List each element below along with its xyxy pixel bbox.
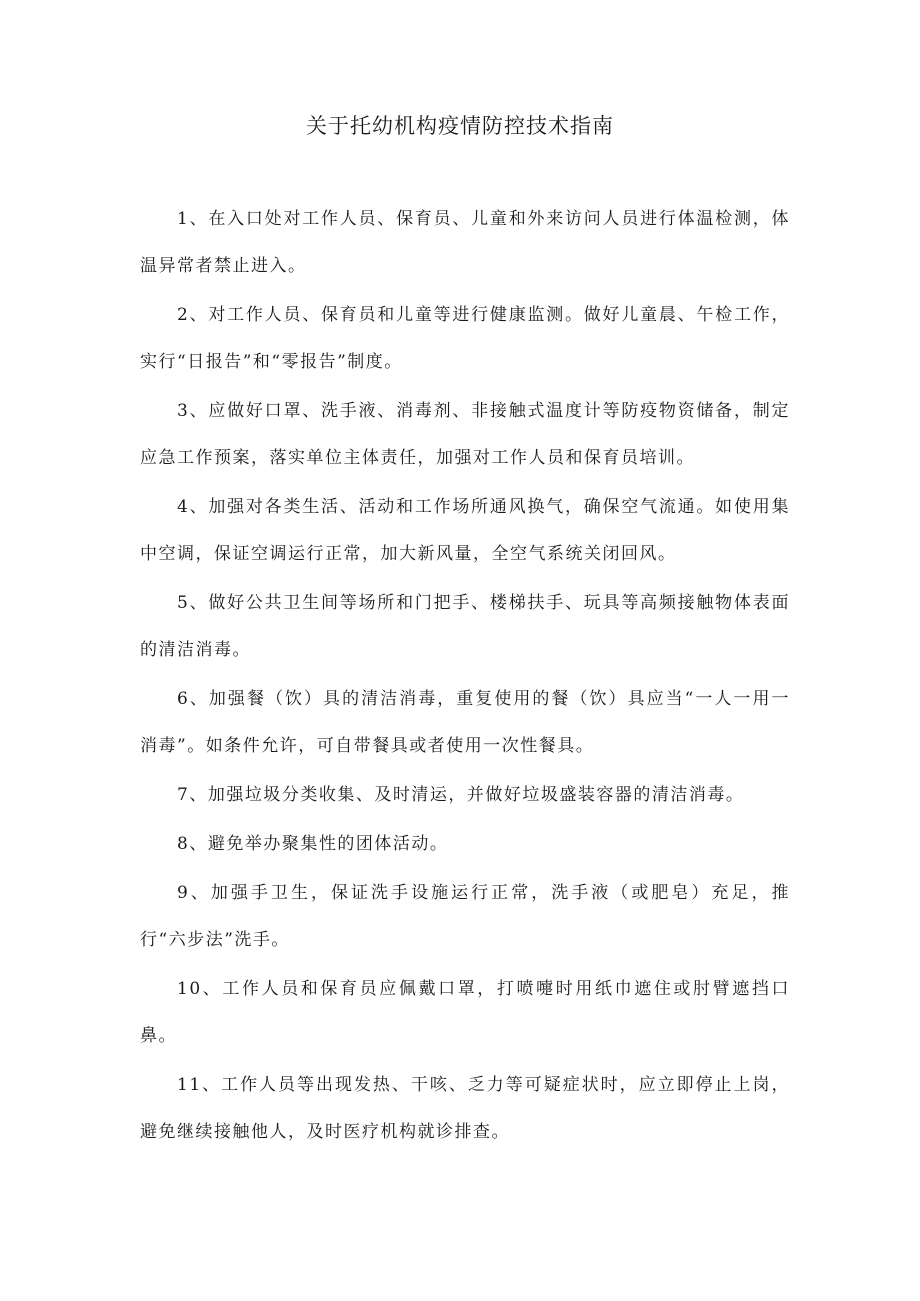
paragraph-9: 9、加强手卫生，保证洗手设施运行正常，洗手液（或肥皂）充足，推行“六步法”洗手。 <box>140 883 790 950</box>
paragraph-8: 8、避免举办聚集性的团体活动。 <box>177 834 449 854</box>
paragraph-4: 4、加强对各类生活、活动和工作场所通风换气，确保空气流通。如使用集中空调，保证空调运行正常，加大新风量，全空气系统关闭回风。 <box>140 497 790 564</box>
paragraph-3: 3、应做好口罩、洗手液、消毒剂、非接触式温度计等防疫物资储备，制定应急工作预案，落实单位主体责任，加强对工作人员和保育员培训。 <box>140 401 790 468</box>
paragraph-7: 7、加强垃圾分类收集、及时清运，并做好垃圾盛装容器的清洁消毒。 <box>177 785 745 805</box>
paragraph-10: 10、工作人员和保育员应佩戴口罩，打喷嚏时用纸巾遮住或肘臂遮挡口鼻。 <box>140 979 790 1046</box>
paragraph-2: 2、对工作人员、保育员和儿童等进行健康监测。做好儿童晨、午检工作，实行“日报告”和“零报告”制度。 <box>140 305 790 372</box>
paragraph-11: 11、工作人员等出现发热、干咳、乏力等可疑症状时，应立即停止上岗，避免继续接触他人，及时医疗机构就诊排查。 <box>140 1075 790 1142</box>
paragraph-1: 1、在入口处对工作人员、保育员、儿童和外来访问人员进行体温检测，体温异常者禁止进入。 <box>140 209 790 276</box>
document-title: 关于托幼机构疫情防控技术指南 <box>306 114 614 138</box>
paragraph-5: 5、做好公共卫生间等场所和门把手、楼梯扶手、玩具等高频接触物体表面的清洁消毒。 <box>140 593 790 660</box>
document-body <box>140 196 790 1158</box>
paragraph-6: 6、加强餐（饮）具的清洁消毒，重复使用的餐（饮）具应当“一人一用一消毒”。如条件允许，可自带餐具或者使用一次性餐具。 <box>140 689 790 756</box>
